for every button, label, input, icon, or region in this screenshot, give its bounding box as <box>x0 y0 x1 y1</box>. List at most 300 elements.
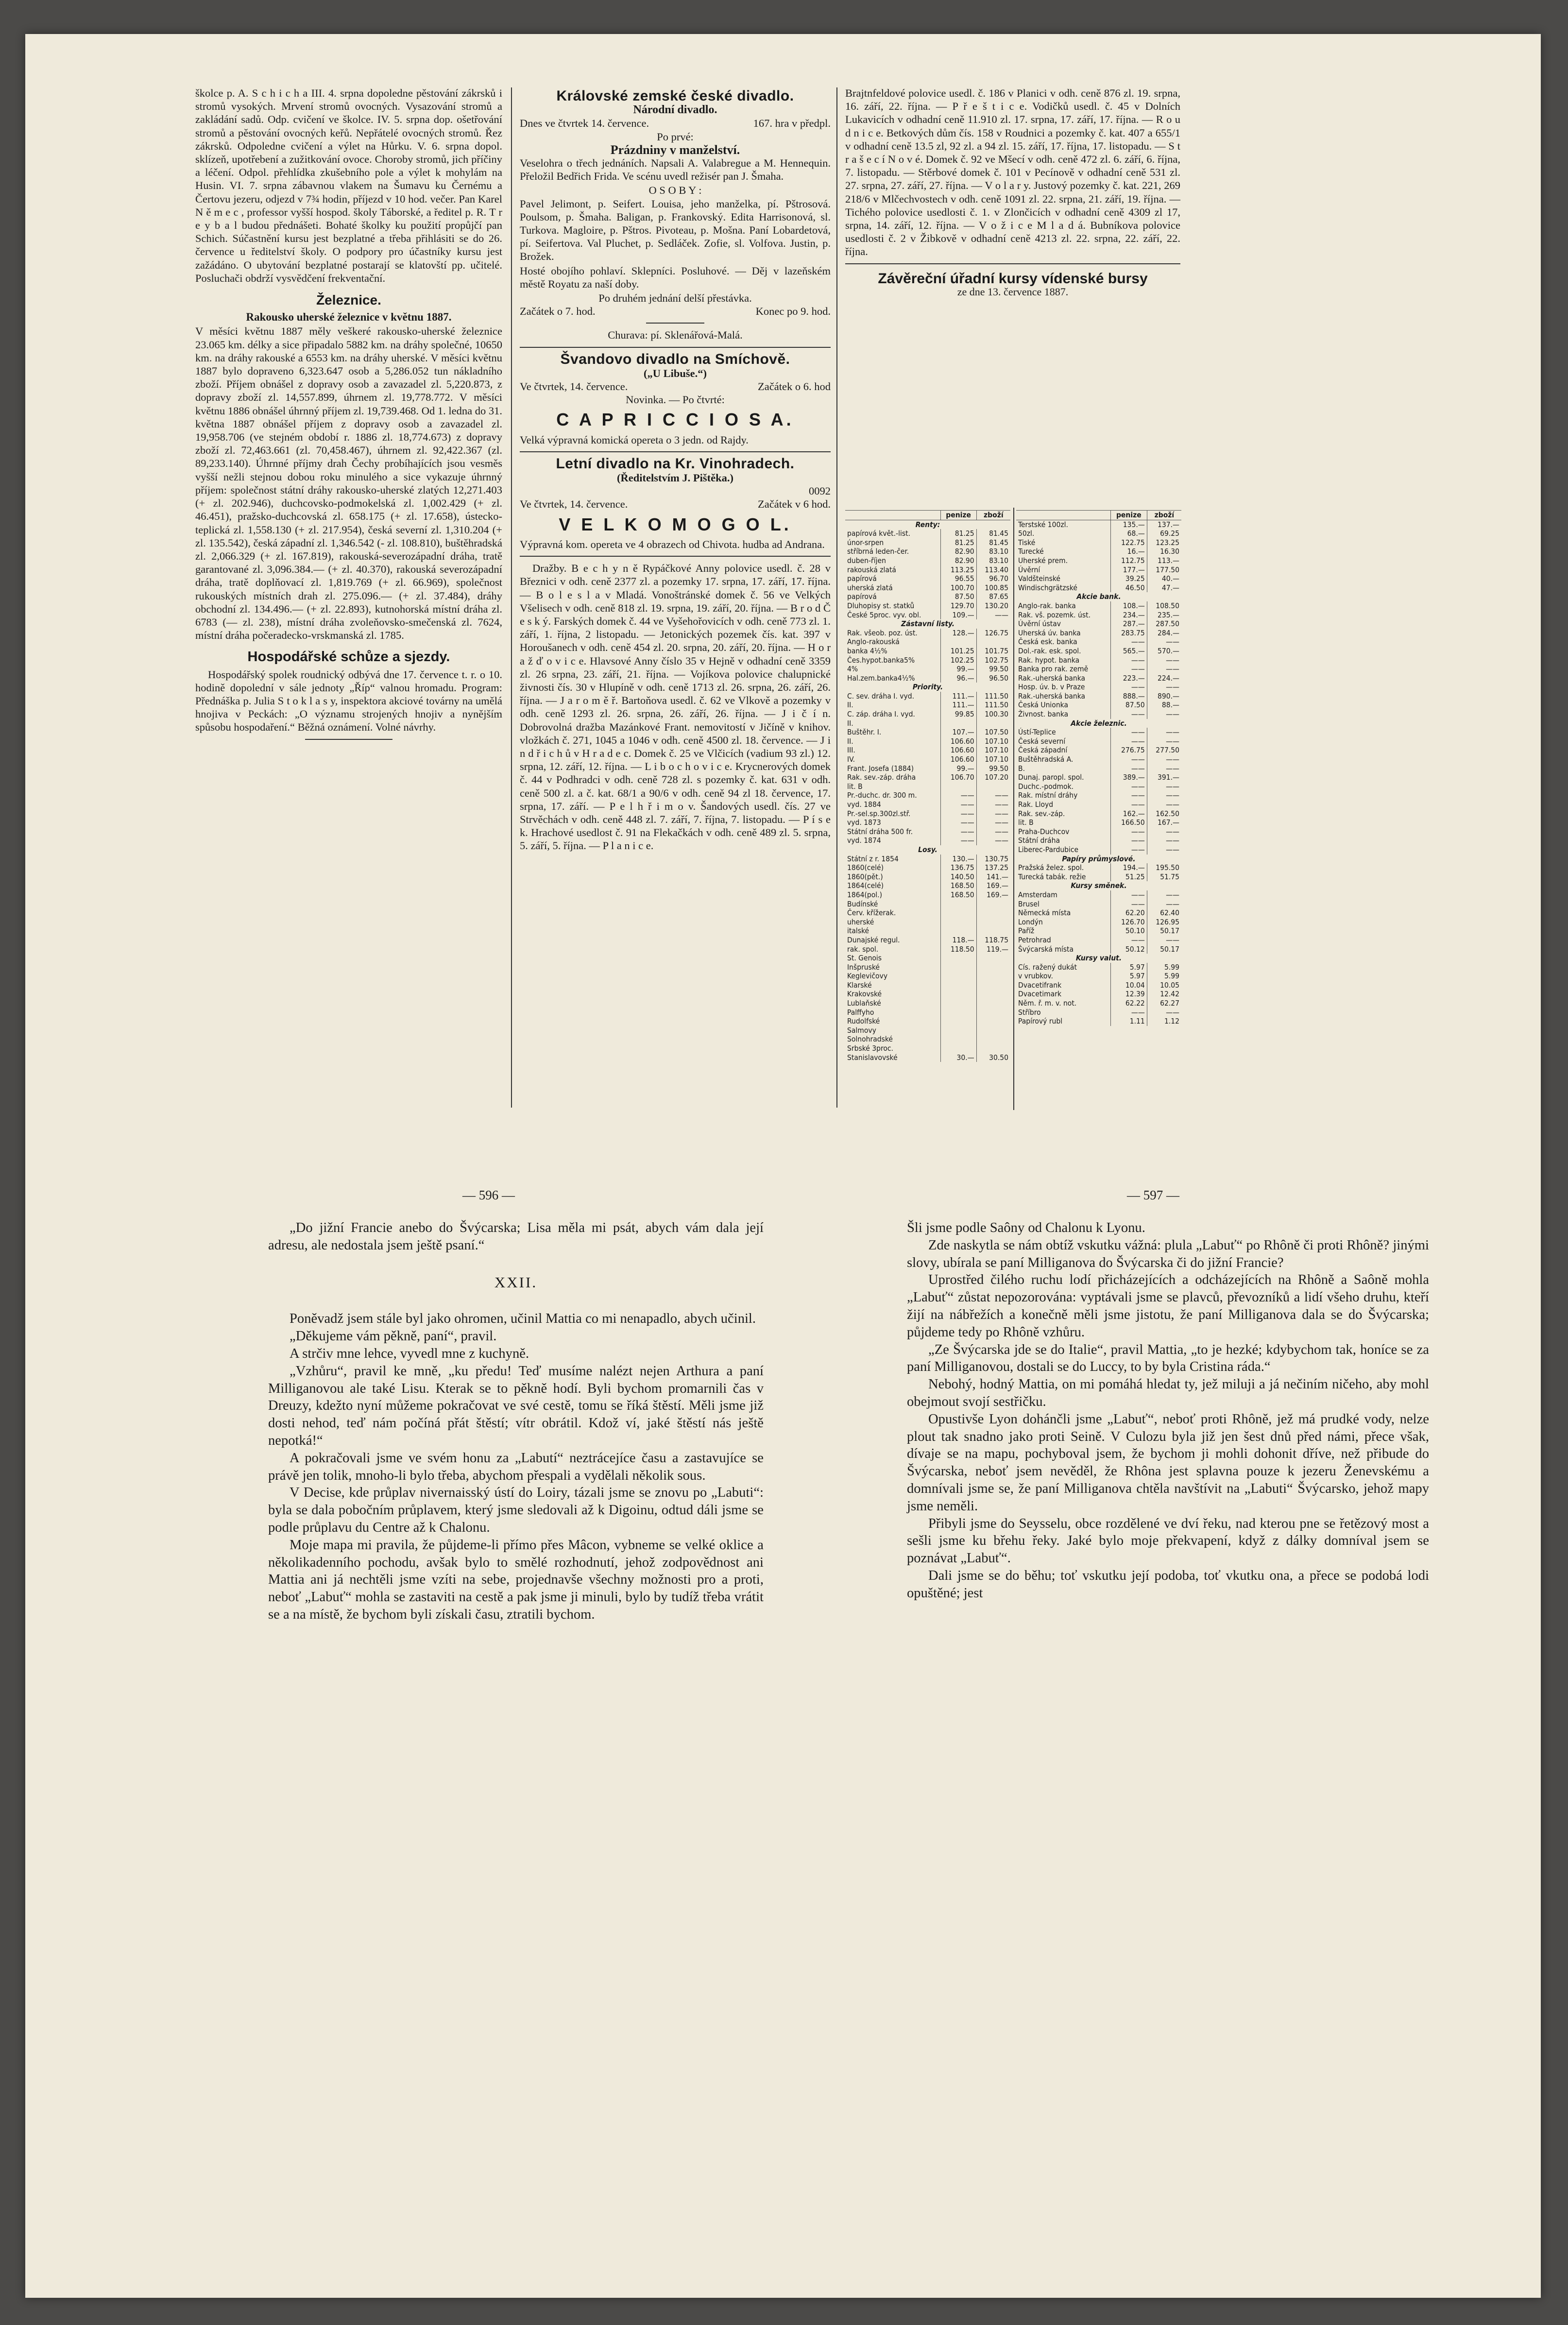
market-row <box>845 1026 1010 1035</box>
market-item-name: Petrohrad <box>1018 935 1051 944</box>
market-goods-value: —— <box>1147 665 1181 674</box>
market-row <box>1016 692 1181 701</box>
market-goods-value: 62.27 <box>1147 999 1181 1008</box>
market-money-value: —— <box>1110 827 1147 837</box>
market-goods-value: 570.— <box>1147 647 1181 656</box>
theatre-1-times <box>520 305 831 318</box>
market-goods-value <box>976 990 1010 999</box>
market-money-value: 129.70 <box>940 601 976 611</box>
market-item-name: Turecká tabák. režie <box>1018 872 1086 881</box>
market-item-name: Buštěhr. I. <box>847 728 882 737</box>
market-row <box>1016 972 1181 981</box>
market-item-name: italské <box>847 926 869 936</box>
market-item-name: Státní dráha 500 fr. <box>847 827 913 836</box>
market-money-value: 135.— <box>1110 520 1147 529</box>
market-item-name: Krakovské <box>847 990 882 999</box>
market-header-money: penize <box>1110 511 1147 520</box>
market-goods-value: —— <box>976 809 1010 819</box>
column-divider <box>511 87 512 1108</box>
market-money-value: 99.— <box>940 665 976 674</box>
market-row <box>1016 529 1181 538</box>
market-row <box>1016 601 1181 611</box>
market-goods-value: 890.— <box>1147 692 1181 701</box>
market-goods-value: 107.50 <box>976 728 1010 737</box>
market-item-name: Valdšteinské <box>1018 574 1061 583</box>
market-item-name: B. <box>1018 764 1025 773</box>
market-row <box>845 719 1010 728</box>
theatre-2-play: C A P R I C C I O S A. <box>556 410 794 430</box>
market-money-value: 87.50 <box>1110 701 1147 710</box>
market-row <box>845 565 1010 575</box>
railways-text: V měsíci květnu 1887 měly veškeré rakousko-uherské železnice 23.065 km. délky a sice připadalo 5882 km. na dráhy společné, 10650 km. na dráhy rakouské a 6553 km. na dráhy uherské. V měsíci květnu 1887 bylo dopraveno 6,323.647 osob a 5,286.052 tun nákladního zboží. Příjem obnášel z dopravy osob a zavazadel zl. 5,220.873, z dopravy zboží zl. 14,557.899, úhrnem zl. 19,778.772. V měsíci květnu 1886 obnášel úhrnný příjem zl. 19,739.468. Od 1. ledna do 31. května 1887 obnášel příjem z dopravy osob a zavazadel zl. 19,958.706 (ve stejném období r. 1886 zl. 18,774.673) z dopravy zboží zl. 72,463.661 (zl. 70,458.467), úhrnem zl. 92,422.367 (zl. 89,233.140). Úhrnné příjmy drah Čechy probíhajících jsou vesměs vyšší nežli stejnou dobou roku minulého a sice vykazuje úhrnný příjem: společnost státní dráhy rakousko-uherské zlatých 12,271.403 (+ zl. 202.946), duchcovsko-podmokelská zl. 1,002.429 (+ zl. 46.451), pražsko-duchcovská zl. 658.175 (+ zl. 17.658), ústecko-teplická zl. 1,558.130 (+ zl. 217.954), česká severní zl. 1,310.204 (+ zl. 135.542), česká západní zl. 1,346.542 (- zl. 108.810), buštěhradská zl. 2,066.329 (+ zl. 167.819), rakouská-severozápadní dráha, tratě garantované zl. 3,096.384.— (+ zl. 40.370), rakouská severozápadní dráha, tratě doplňovací zl. 1,819.769 (+ zl. 66.969), společnost rukouských místních drah zl. 275.096.— (+ zl. 37.484), dráhy obchodní zl. 134.496.— (+ zl. 22.893), kutnohorská místní dráha zl. 6783 (— zl. 238), místní dráha zvoleňovsko-smečenská zl. 7624, místní dráha počeradecko-vrskmanská zl. 1785. <box>195 325 502 642</box>
market-goods-value: 47.— <box>1147 583 1181 593</box>
market-table-left <box>845 510 1010 1112</box>
market-goods-value <box>976 637 1010 647</box>
market-item-name: Pražská želez. spol. <box>1018 863 1084 872</box>
market-money-value: 50.12 <box>1110 945 1147 954</box>
market-money-value: 118.50 <box>940 945 976 954</box>
market-item-name: v vrubkov. <box>1018 972 1053 981</box>
market-item-name: Rak. vš. pozemk. úst. <box>1018 610 1091 619</box>
market-row <box>845 583 1010 593</box>
market-row <box>845 900 1010 909</box>
market-money-value: 81.25 <box>940 538 976 547</box>
market-goods-value: 102.75 <box>976 656 1010 665</box>
market-goods-value <box>976 908 1010 918</box>
theatre-3-code: 0092 <box>809 485 831 497</box>
market-money-value: 106.60 <box>940 737 976 746</box>
market-goods-value: 107.10 <box>976 746 1010 755</box>
theatre-1-break: Po druhém jednání delší přestávka. <box>598 292 752 305</box>
market-date: ze dne 13. července 1887. <box>957 285 1069 298</box>
market-money-value: —— <box>940 800 976 809</box>
market-item-name: Dvacetifrank <box>1018 980 1062 990</box>
market-item-name: stříbrná leden-čer. <box>847 547 909 556</box>
market-item-name: IV. <box>847 755 855 764</box>
market-money-value: —— <box>1110 637 1147 647</box>
market-item-name: Terstské 100zl. <box>1018 520 1068 529</box>
market-row <box>1016 926 1181 936</box>
book-paragraph: Přibyli jsme do Seysselu, obce rozdělené ve dví řeku, nad kterou pne se řetězový most a sešli jsme ku břehu řeky. Jaké bylo moje překvapení, když z dálky domníval jsem se poznávat „Labuť“. <box>907 1516 1429 1566</box>
market-goods-value: 287.50 <box>1147 619 1181 629</box>
market-header-blank <box>1016 511 1110 520</box>
market-section-label: Akcie železnic. <box>1071 718 1127 728</box>
market-goods-value: 224.— <box>1147 674 1181 683</box>
theatre-2-description: Velká výpravná komická opereta o 3 jedn. od Rajdy. <box>520 433 749 446</box>
market-money-value: 168.50 <box>940 890 976 900</box>
auctions-text: Dražby. B e c h y n ě Rypáčkové Anny polovice usedl. č. 28 v Březnici v odh. ceně 2377 zl. a pozemky 17. srpna, 17. září, 17. října. — B o l e s l a v Mladá. Vonoštránské domek č. 56 ve Velkých Všelisech v odh. ceně 818 zl. 19. srpna, 19. září, 20. října. — B r o d Č e s k ý. Farských domek č. 44 ve Vyšehořovicích v odh. ceně 773 zl. 1. září, 1. října, 2 listopadu. — Jetonických pozemek čís. kat. 397 v Horoušanech v odh. ceně 454 zl. 20. srpna, 20. září, 20. října. — H o r a ž ď o v i c e. Hlavsové Anny číslo 35 v Hejně v odhadní ceně 3359 zl. 26 srpna, 23. září, 21. října. — Vojíkova polovice chalupnické živnosti čís. 30 v Hlupíně v odh. ceně 1713 zl. 26. srpna, 26. září, 26. října. — J a r o m ě ř. Bartoňova usedl. č. 62 ve Vlkově a pozemky v odh. ceně 1293 zl. 26. srpna, 26. září, 26. října. — J i č í n. Dobrovolná dražba Mazánkové Frant. nemovitostí v Jičíně v knihov. vložkách č. 271, 1045 a 1046 v odh. ceně 4500 zl. 18. července. — J i n d ř i c h ů v H r a d e c. Domek č. 25 ve Vlčicích (vadium 93 zl.) 12. srpna, 12. září, 12. října. — L i b o c h o v i c e. Krycnerových domek č. 44 v Podhradci v odh. ceně 728 zl. s pozemky č. kat. 631 v odh. ceně 500 zl. a č. kat. 68/1 a 90/6 v odh. ceně 94 zl 18. července, 17. srpna, 17. září. — P e l h ř i m o v. Šandových usedl. čís. 27 ve Strvěchách v odh. ceně 448 zl. 7. září, 7. října, 7. listopadu. — P í s e k. Hrachové usedlost č. 91 na Flekačkách v odh. ceně 489 zl. 5. srpna, 5. září, 5. října. — P l a n i c e. <box>520 562 831 852</box>
market-item-name: Česká západní <box>1018 746 1068 755</box>
market-money-value: 30.— <box>940 1053 976 1062</box>
market-goods-value: 96.50 <box>976 674 1010 683</box>
market-item-name: Budínské <box>847 899 878 908</box>
market-goods-value: —— <box>1147 637 1181 647</box>
market-goods-value: —— <box>1147 656 1181 665</box>
market-item-name: České 5proc. vyv. obl. <box>847 610 921 619</box>
market-item-name: Windischgrätzské <box>1018 583 1077 592</box>
market-item-name: Červ. křížerak. <box>847 908 896 918</box>
market-divider <box>1013 508 1014 1110</box>
market-row <box>1016 656 1181 665</box>
market-section-label: Zástavní listy. <box>901 619 955 629</box>
market-money-value: 130.— <box>940 855 976 864</box>
market-row <box>845 547 1010 556</box>
market-item-name: Londýn <box>1018 917 1043 926</box>
theatre-divider-3 <box>520 556 831 557</box>
market-goods-value: —— <box>1147 710 1181 719</box>
market-row <box>1016 637 1181 647</box>
railways-heading: Železnice. <box>316 292 381 308</box>
market-money-value: 62.20 <box>1110 908 1147 918</box>
market-money-value: 109.— <box>940 611 976 620</box>
market-goods-value: —— <box>1147 737 1181 746</box>
market-goods-value: 137.— <box>1147 520 1181 529</box>
market-title: Závěreční úřadní kursy vídenské bursy <box>878 270 1148 287</box>
market-money-value: 126.70 <box>1110 918 1147 927</box>
market-money-value: 118.— <box>940 936 976 945</box>
market-item-name: Německá místa <box>1018 908 1071 918</box>
market-item-name: Dol.-rak. esk. spol. <box>1018 646 1081 655</box>
market-item-name: Čes.hypot.banka5% <box>847 655 915 665</box>
theatre-1-absent: Churava: pí. Sklenářová-Malá. <box>608 329 743 342</box>
market-money-value: 177.— <box>1110 565 1147 575</box>
market-item-name: Rak. Lloyd <box>1018 800 1054 809</box>
market-row <box>845 764 1010 773</box>
market-money-value: 168.50 <box>940 881 976 890</box>
market-money-value: 100.70 <box>940 583 976 593</box>
market-row <box>845 1008 1010 1017</box>
market-money-value <box>940 1044 976 1053</box>
market-goods-value: 107.10 <box>976 737 1010 746</box>
theatre-2-subtitle: („U Libuše.“) <box>643 367 707 379</box>
market-goods-value: 284.— <box>1147 629 1181 638</box>
market-item-name: 4% <box>847 665 858 674</box>
market-item-name: Salmovy <box>847 1026 876 1035</box>
market-money-value: —— <box>940 827 976 837</box>
market-goods-value: —— <box>1147 845 1181 855</box>
market-item-name: Duchc.-podmok. <box>1018 782 1074 791</box>
market-money-value: 112.75 <box>1110 556 1147 565</box>
market-goods-value <box>976 918 1010 927</box>
market-money-value <box>940 918 976 927</box>
market-row <box>845 908 1010 918</box>
market-item-name: Švýcarská místa <box>1018 944 1074 954</box>
market-row <box>845 845 1010 855</box>
market-item-name: vyd. 1874 <box>847 836 881 845</box>
market-row <box>845 692 1010 701</box>
theatre-1-osoby: O S O B Y : <box>648 184 702 197</box>
market-row <box>845 800 1010 809</box>
book-paragraph: A strčiv mne lehce, vyvedl mne z kuchyně. <box>290 1346 529 1361</box>
market-item-name: Česká esk. banka <box>1018 637 1077 647</box>
market-row <box>845 827 1010 837</box>
market-goods-value: 119.— <box>976 945 1010 954</box>
market-goods-value: 107.20 <box>976 773 1010 782</box>
market-row <box>845 710 1010 719</box>
theatre-3-title: Letní divadlo na Kr. Vinohradech. <box>556 455 795 472</box>
market-row <box>1016 719 1181 728</box>
market-row <box>1016 809 1181 819</box>
market-goods-value: 111.50 <box>976 701 1010 710</box>
market-item-name: Tiské <box>1018 538 1036 547</box>
market-goods-value: —— <box>1147 900 1181 909</box>
market-row <box>845 728 1010 737</box>
theatre-2-new: Novinka. — Po čtvrté: <box>626 393 725 406</box>
assoc-heading: Hospodářské schůze a sjezdy. <box>247 649 450 665</box>
market-row <box>1016 583 1181 593</box>
market-goods-value: 123.25 <box>1147 538 1181 547</box>
book-paragraph: Moje mapa mi pravila, že půjdeme-li přímo přes Mâcon, vybneme se velké oklice a několikadenního pochodu, avšak bylo to smělé rozhodnutí, jehož zodpovědnost ani Mattia ani já nechtěli jsme vzíti na sebe, projednavše všechny možnosti pro a proti, neboť „Labuť“ mohla se zastaviti na cestě a pak jsme ji minuli, bylo by tudíž třeba vrátit se a na místě, že bychom byli získali času, ztratili bychom. <box>268 1537 764 1622</box>
market-row <box>845 701 1010 710</box>
column-end-rule <box>305 739 392 740</box>
market-row <box>1016 999 1181 1008</box>
market-row <box>845 990 1010 999</box>
market-row <box>1016 990 1181 999</box>
theatre-1-description: Veselohra o třech jednáních. Napsali A. Valabregue a M. Hennequin. Přeložil Bedřich Frida. Ve scénu uvedl režisér pan J. Šmaha. <box>520 157 831 183</box>
market-money-value: —— <box>1110 836 1147 845</box>
market-money-value: 87.50 <box>940 592 976 601</box>
market-row <box>845 538 1010 547</box>
market-item-name: Ústí-Teplice <box>1018 728 1056 737</box>
market-money-value: —— <box>1110 900 1147 909</box>
market-goods-value: 126.75 <box>976 629 1010 638</box>
market-money-value: 16.— <box>1110 547 1147 556</box>
market-goods-value: 235.— <box>1147 611 1181 620</box>
market-money-value: —— <box>1110 791 1147 800</box>
market-item-name: Pr.-sel.sp.300zl.stř. <box>847 809 911 818</box>
market-item-name: Dvacetimark <box>1018 990 1062 999</box>
market-row <box>845 647 1010 656</box>
market-goods-value: 100.30 <box>976 710 1010 719</box>
market-row <box>1016 936 1181 945</box>
column-2 <box>520 86 831 1155</box>
market-goods-value: 137.25 <box>976 863 1010 872</box>
theatre-1-subtitle: Národní divadlo. <box>633 103 717 117</box>
market-goods-value: 277.50 <box>1147 746 1181 755</box>
market-row <box>1016 538 1181 547</box>
market-goods-value: 118.75 <box>976 936 1010 945</box>
theatre-3-play: V E L K O M O G O L. <box>559 514 792 534</box>
market-row <box>1016 746 1181 755</box>
market-money-value: —— <box>940 809 976 819</box>
market-goods-value: 50.17 <box>1147 945 1181 954</box>
market-money-value: 166.50 <box>1110 818 1147 827</box>
market-money-value <box>940 637 976 647</box>
market-item-name: 1860(celé) <box>847 863 884 872</box>
market-goods-value <box>976 1026 1010 1035</box>
market-row <box>845 963 1010 972</box>
right-paragraphs <box>907 1219 1429 1602</box>
market-item-name: Srbské 3proc. <box>847 1044 893 1053</box>
market-goods-value: 99.50 <box>976 764 1010 773</box>
market-money-value: 140.50 <box>940 872 976 882</box>
market-goods-value <box>976 981 1010 990</box>
market-item-name: vyd. 1884 <box>847 800 881 809</box>
market-money-value: —— <box>1110 656 1147 665</box>
market-money-value: —— <box>1110 845 1147 855</box>
market-money-value: 12.39 <box>1110 990 1147 999</box>
market-item-name: Frant. Josefa (1884) <box>847 764 914 773</box>
market-row <box>1016 710 1181 719</box>
auctions-continued: Brajtnfeldové polovice usedl. č. 186 v Planici v odh. ceně 876 zl. 19. srpna, 16. září, 22. října. — P ř e š t i c e. Vodičků usedl. č. 45 v Dolních Lukavicích v odhadní ceně 11.910 zl. 17. srpna, 17. září, 17. října. — R o u d n i c e. Betkových dům čís. 158 v Roudnici a pozemky č. kat. 407 a 655/1 v odhadní ceně 13.5 zl, 92 zl. a 94 zl. 15. září, 17. října, 17. listopadu. — S t r a š e c í N o v é. Domek č. 92 ve Mšecí v odh. ceně 472 zl. 6. září, 6. října, 7. listopadu. — Stěrbové domek č. 101 v Pecínově v odhadní ceně 531 zl. 27. srpna, 27. září, 27. října. — V o l a r y. Justový pozemky č. kat. 221, 269 218/6 v Mlčechvostech v odh. ceně 1091 zl. 22. srpna, 21. září, 19. října. — Tichého polovice usedlosti č. 1. v Zlončicích v odhadní ceně 4309 zl 17, srpna, 14. září, 12. října. — V o ž i c e M l a d á. Bubníkova polovice usedlosti č. 2 v Žibkově v odhadní ceně 4213 zl. 22. srpna, 22. září, 22. října. <box>845 87 1180 258</box>
market-goods-value: 12.42 <box>1147 990 1181 999</box>
market-money-value: 122.75 <box>1110 538 1147 547</box>
market-money-value: 99.— <box>940 764 976 773</box>
left-page-text <box>268 1219 764 2264</box>
market-money-value <box>940 963 976 972</box>
market-goods-value: 107.10 <box>976 755 1010 764</box>
theatre-divider-2 <box>520 451 831 452</box>
market-item-name: Lublaňské <box>847 999 881 1008</box>
market-row <box>1016 890 1181 900</box>
market-money-value <box>940 719 976 728</box>
market-item-name: 50zl. <box>1018 529 1035 538</box>
market-row <box>1016 629 1181 638</box>
market-money-value: 108.— <box>1110 601 1147 611</box>
book-paragraph: Poněvadž jsem stále byl jako ohromen, učinil Mattia co mi nenapadlo, abych učinil. <box>290 1311 756 1327</box>
market-row <box>845 629 1010 638</box>
market-item-name: Rak. hypot. banka <box>1018 655 1080 665</box>
market-item-name: Inšpruské <box>847 962 880 972</box>
market-goods-value: —— <box>1147 827 1181 837</box>
market-money-value: —— <box>1110 755 1147 764</box>
market-item-name: Rak.-uherská banka <box>1018 673 1086 683</box>
market-row <box>845 574 1010 583</box>
theatre-3-date: Ve čtvrtek, 14. července. <box>520 498 628 511</box>
right-page-text <box>907 1219 1429 2264</box>
market-item-name: Dunaj. paropl. spol. <box>1018 773 1084 782</box>
market-money-value <box>940 990 976 999</box>
market-row <box>1016 764 1181 773</box>
market-money-value: 162.— <box>1110 809 1147 819</box>
market-money-value <box>940 972 976 981</box>
theatre-1-cast: Pavel Jelimont, p. Seifert. Louisa, jeho manželka, pí. Pštrosová. Poulsom, p. Šmaha. Baligan, p. Frankovský. Edita Harrisonová, sl. Turkova. Magloire, p. Pštros. Pivoteau, p. Mošna. Paní Lobardetová, pí. Seifertova. Val Pluchet, p. Sedláček. Zofie, sl. Volfova. Justin, p. Brožek. <box>520 197 831 263</box>
market-goods-value: 87.65 <box>976 592 1010 601</box>
market-item-name: Hosp. úv. b. v Praze <box>1018 683 1085 692</box>
market-item-name: C. záp. dráha I. vyd. <box>847 710 915 719</box>
page-number-left: — 596 — <box>462 1188 515 1202</box>
market-money-value <box>940 1035 976 1044</box>
market-row <box>1016 872 1181 882</box>
column-1 <box>195 86 502 1155</box>
market-item-name: papírová <box>847 574 877 583</box>
market-item-name: papírová květ.-list. <box>847 529 911 538</box>
market-row <box>1016 647 1181 656</box>
market-money-value: —— <box>1110 728 1147 737</box>
market-goods-value <box>976 719 1010 728</box>
market-item-name: Úvěrní <box>1018 565 1040 574</box>
market-goods-value: 113.40 <box>976 565 1010 575</box>
theatre-1-rule <box>646 323 704 324</box>
market-money-value: 111.— <box>940 692 976 701</box>
market-item-name: únor-srpen <box>847 538 884 547</box>
market-money-value: —— <box>1110 710 1147 719</box>
market-row <box>1016 683 1181 692</box>
market-item-name: C. sev. dráha I. vyd. <box>847 691 915 701</box>
theatre-3-subtitle: (Ředitelstvím J. Pištěka.) <box>617 472 733 484</box>
market-header-row <box>845 511 1010 520</box>
market-money-value: 287.— <box>1110 619 1147 629</box>
market-section-label: Kursy směnek. <box>1071 881 1127 890</box>
market-goods-value <box>976 900 1010 909</box>
market-goods-value: 81.45 <box>976 538 1010 547</box>
market-row <box>845 1044 1010 1053</box>
market-item-name: rakouská zlatá <box>847 565 896 574</box>
market-header-blank <box>845 511 940 520</box>
market-goods-value: 30.50 <box>976 1053 1010 1062</box>
market-goods-value: —— <box>1147 755 1181 764</box>
market-item-name: lit. B <box>847 782 863 791</box>
market-money-value: 106.60 <box>940 755 976 764</box>
market-row <box>845 918 1010 927</box>
market-item-name: papírová <box>847 592 877 601</box>
market-money-value <box>940 981 976 990</box>
market-money-value: 194.— <box>1110 863 1147 872</box>
market-money-value: 276.75 <box>1110 746 1147 755</box>
book-paragraph: „Děkujeme vám pěkně, paní“, pravil. <box>290 1329 497 1344</box>
theatre-3-start: Začátek v 6 hod. <box>758 498 831 511</box>
market-item-name: Liberec-Pardubice <box>1018 845 1079 854</box>
market-item-name: II. <box>847 701 853 710</box>
market-money-value: 283.75 <box>1110 629 1147 638</box>
market-row <box>845 556 1010 565</box>
market-item-name: uherské <box>847 917 874 926</box>
market-money-value: 565.— <box>1110 647 1147 656</box>
market-money-value: 1.11 <box>1110 1017 1147 1026</box>
market-item-name: 1864(celé) <box>847 881 884 890</box>
market-goods-value <box>976 963 1010 972</box>
market-goods-value: —— <box>1147 728 1181 737</box>
theatre-1-number: 167. hra v předpl. <box>753 117 831 130</box>
book-paragraph: V Decise, kde průplav nivernaisský ústí do Loiry, tázali jsme se znovu po „Labuti“: byla se dala pobočním průplavem, který jsme sledovali až k Digoinu, odtud dáli jsme se podle průplavu du Centre až k Chalonu. <box>268 1485 764 1535</box>
market-money-value <box>940 1026 976 1035</box>
market-row <box>845 656 1010 665</box>
market-money-value: 128.— <box>940 629 976 638</box>
railways-subheading: Rakousko uherské železnice v květnu 1887. <box>246 311 452 324</box>
column-3 <box>845 86 1180 465</box>
theatre-1-start: Začátek o 7. hod. <box>520 305 596 318</box>
market-item-name: Státní dráha <box>1018 836 1060 845</box>
market-goods-value: —— <box>1147 836 1181 845</box>
market-goods-value: 69.25 <box>1147 529 1181 538</box>
market-header-money: penize <box>940 511 976 520</box>
market-goods-value: 100.85 <box>976 583 1010 593</box>
market-row <box>1016 737 1181 746</box>
market-money-value: 113.25 <box>940 565 976 575</box>
market-item-name: Stanislavovské <box>847 1053 898 1062</box>
market-money-value: —— <box>1110 782 1147 791</box>
market-item-name: banka 4½% <box>847 646 887 655</box>
market-goods-value: —— <box>1147 1008 1181 1017</box>
market-money-value: 99.85 <box>940 710 976 719</box>
market-row <box>845 999 1010 1008</box>
market-row <box>1016 755 1181 764</box>
market-money-value: 82.90 <box>940 547 976 556</box>
market-row <box>1016 836 1181 845</box>
market-row <box>1016 547 1181 556</box>
market-money-value: —— <box>940 791 976 800</box>
theatre-3-date-row <box>520 497 831 511</box>
market-goods-value: 51.75 <box>1147 872 1181 882</box>
market-item-name: Úvěrní ústav <box>1018 619 1061 629</box>
page-number-right: — 597 — <box>1127 1188 1179 1202</box>
market-item-name: Stříbro <box>1018 1008 1041 1017</box>
market-goods-value: 5.99 <box>1147 963 1181 972</box>
market-row <box>1016 665 1181 674</box>
market-money-value: 234.— <box>1110 611 1147 620</box>
market-goods-value: 16.30 <box>1147 547 1181 556</box>
market-row <box>845 782 1010 791</box>
